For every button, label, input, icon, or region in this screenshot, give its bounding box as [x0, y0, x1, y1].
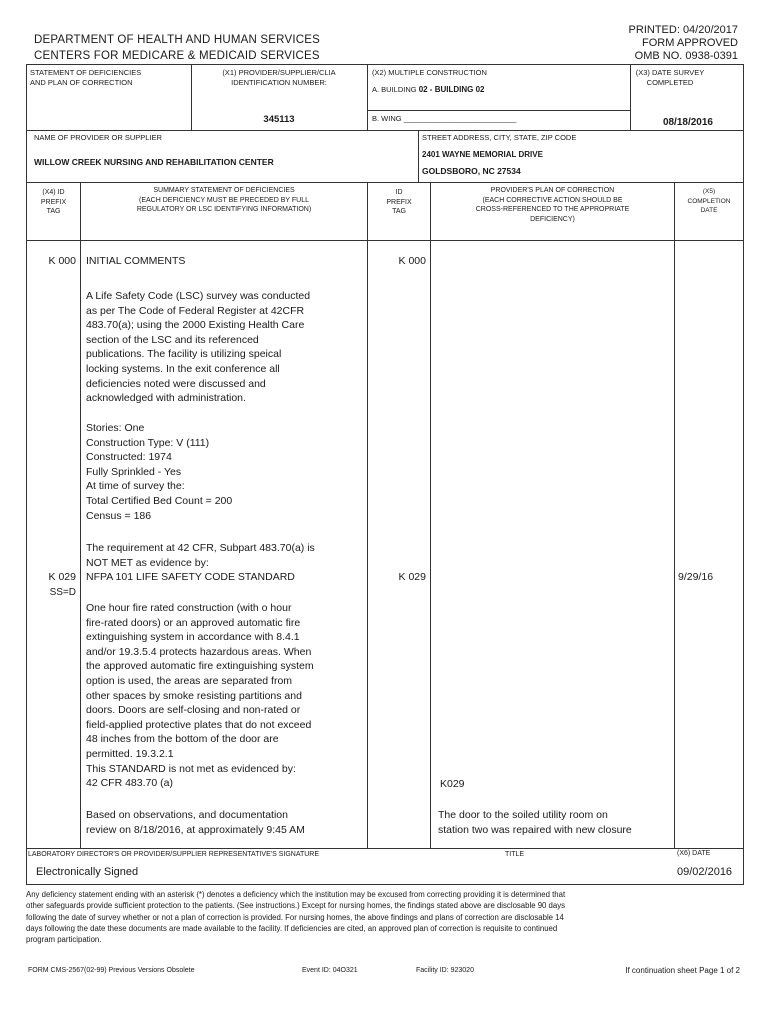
k029-completion-date: 9/29/16 [678, 571, 714, 583]
signature-date: 09/02/2016 [677, 866, 733, 878]
k000-body: A Life Safety Code (LSC) survey was conducted as per The Code of Federal Register at 42CFR 483.70(a); using the 2000 Existing Health Care section of the LSC and its referenced publications. The facility is utilizing speical locking systems. In the exit conference all deficiencies noted were discussed and acknowledged with administration. [86, 290, 311, 405]
facility-id: Facility ID: 923020 [416, 967, 474, 974]
signature-label: LABORATORY DIRECTOR'S OR PROVIDER/SUPPLIER REPRESENTATIVE'S SIGNATURE [28, 851, 320, 858]
printed-date: PRINTED: 04/20/2017 [628, 24, 738, 36]
omb-number: OMB NO. 0938-0391 [634, 50, 738, 62]
form-approved: FORM APPROVED [642, 37, 738, 49]
k000-title: INITIAL COMMENTS [86, 255, 186, 267]
building-label: A. BUILDING [372, 85, 417, 94]
event-id: Event ID: 04O321 [302, 967, 358, 974]
k000-tag: K 000 [48, 255, 76, 267]
k029-scope: SS=D [49, 587, 76, 598]
address-label: STREET ADDRESS, CITY, STATE, ZIP CODE [422, 133, 577, 142]
plan-text: The door to the soiled utility room on station two was repaired with new closure [438, 809, 632, 836]
wing-label: B. WING [372, 114, 402, 123]
x5-header: (X5) COMPLETION DATE [687, 188, 731, 214]
x3-value: 08/18/2016 [662, 117, 713, 128]
statement-label: STATEMENT OF DEFICIENCIES AND PLAN OF CORRECTION [30, 68, 142, 87]
provider-name: WILLOW CREEK NURSING AND REHABILITATION CENTER [34, 157, 274, 167]
k029-id: K 029 [398, 571, 426, 583]
x3-label: (X3) DATE SURVEY COMPLETED [635, 68, 705, 87]
plan-tag: K029 [440, 778, 465, 790]
x1-value: 345113 [263, 114, 295, 125]
x4-header: (X4) ID PREFIX TAG [40, 189, 67, 215]
signature-value: Electronically Signed [36, 866, 139, 878]
building-value: 02 - BUILDING 02 [418, 85, 485, 94]
plan-header: PROVIDER'S PLAN OF CORRECTION (EACH CORRECTIVE ACTION SHOULD BE CROSS-REFERENCED TO THE APPROPRIATE DEFICIENCY) [475, 187, 630, 223]
wing-row [372, 114, 516, 124]
building-row [372, 85, 484, 95]
address-line-1: 2401 WAYNE MEMORIAL DRIVE [422, 150, 543, 159]
department-name: DEPARTMENT OF HEALTH AND HUMAN SERVICES [34, 34, 320, 46]
survey-stats: Stories: One Construction Type: V (111) Constructed: 1974 Fully Sprinkled - Yes At time of survey the: Total Certified Bed Count = 200 Census = 186 [86, 422, 233, 522]
x2-label: (X2) MULTIPLE CONSTRUCTION [372, 68, 487, 77]
agency-name: CENTERS FOR MEDICARE & MEDICAID SERVICES [34, 50, 320, 62]
continuation-page: If continuation sheet Page 1 of 2 [625, 966, 740, 975]
x1-label: (X1) PROVIDER/SUPPLIER/CLIA IDENTIFICATION NUMBER: [222, 68, 336, 87]
provider-label: NAME OF PROVIDER OR SUPPLIER [34, 133, 162, 142]
requirement-text: The requirement at 42 CFR, Subpart 483.70(a) is NOT MET as evidence by: [86, 542, 315, 569]
disclosure-footnote: Any deficiency statement ending with an asterisk (*) denotes a deficiency which the institution may be excused from correcting providing it is determined that other safeguards provide sufficient protection to the patients. (See instructions.) Except for nursing homes, the findings stated above are disclosable 90 days following the date of survey whether or not a plan of correction is provided. For nursing homes, the above findings and plans of correction are disclosable 14 days following the date these documents are made available to the facility. If deficiencies are cited, an approved plan of correction is requisite to continued program participation. [26, 890, 566, 945]
k029-findings: Based on observations, and documentation review on 8/18/2016, at approximately 9:45 AM [86, 809, 305, 836]
k000-id: K 000 [398, 255, 426, 267]
summary-header: SUMMARY STATEMENT OF DEFICIENCIES (EACH DEFICIENCY MUST BE PRECEDED BY FULL REGULATORY OR LSC IDENTIFYING INFORMATION) [136, 187, 312, 213]
address-line-2: GOLDSBORO, NC 27534 [422, 166, 521, 176]
title-label: TITLE [505, 851, 525, 858]
k029-title: NFPA 101 LIFE SAFETY CODE STANDARD [86, 571, 295, 583]
k029-body: One hour fire rated construction (with o hour fire-rated doors) or an approved automatic fire extinguishing system in accordance with 8.4.1 and/or 19.3.5.4 protects hazardous areas. When the approved automatic fire extinguishing system option is used, the areas are separated from other spaces by smoke resisting partitions and doors. Doors are self-closing and non-rated or field-applied protective plates that do not exceed 48 inches from the bottom of the door are permitted. 19.3.2.1 This STANDARD is not met as evidenced by: 42 CFR 483.70 (a) [86, 602, 314, 790]
k029-tag: K 029 [48, 571, 76, 583]
form-number: FORM CMS-2567(02-99) Previous Versions Obsolete [28, 967, 195, 974]
date-label: (X6) DATE [677, 850, 711, 857]
id-header: ID PREFIX TAG [386, 189, 412, 215]
wing-line: ___________________________ [403, 114, 517, 123]
